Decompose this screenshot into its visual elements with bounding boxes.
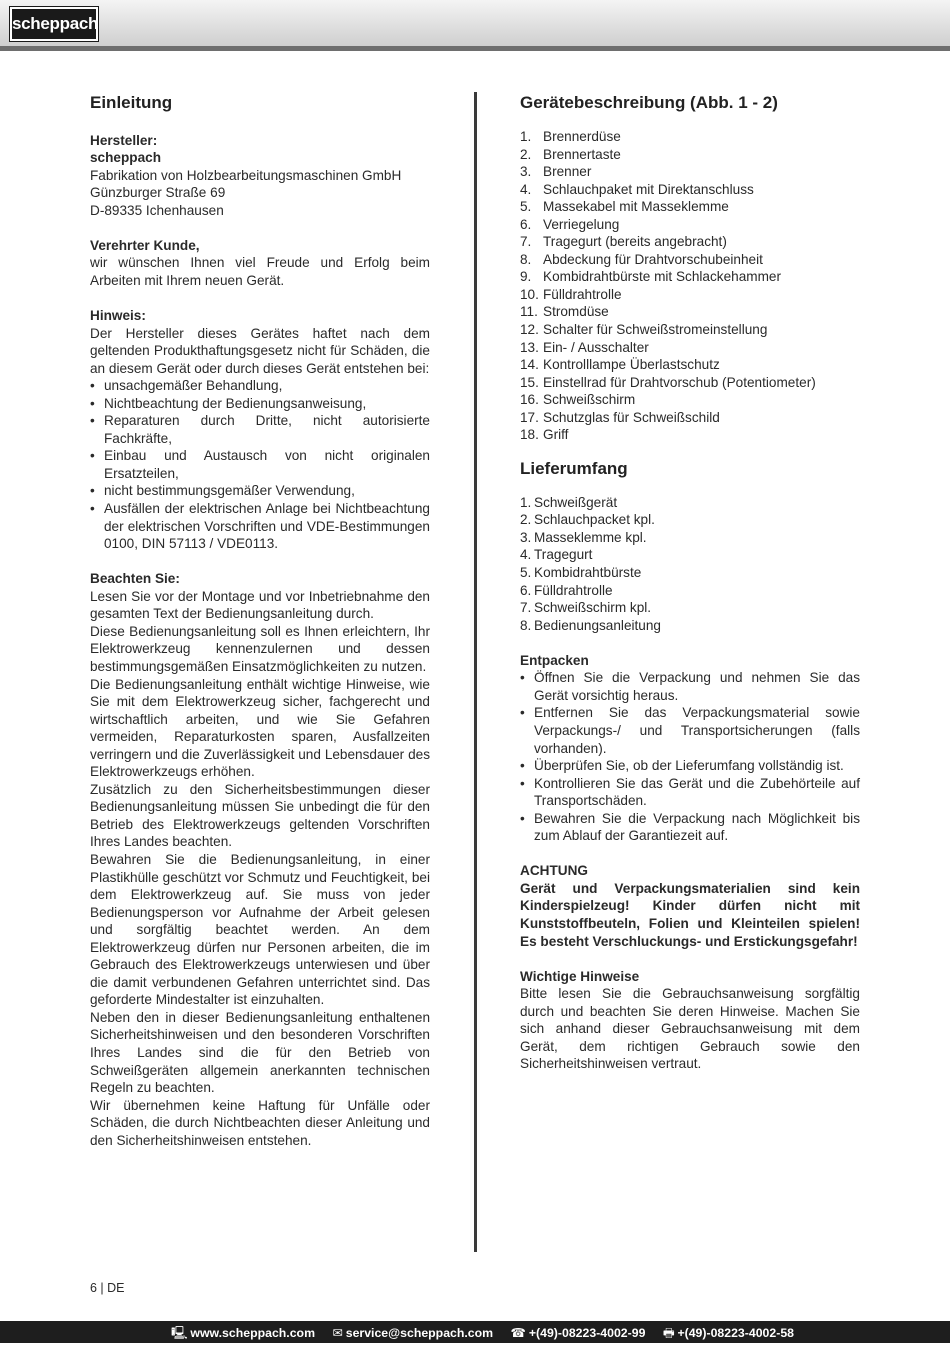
customer-label: Verehrter Kunde, <box>90 237 200 253</box>
list-item: 4. Tragegurt <box>520 547 593 563</box>
manufacturer-line: D-89335 Ichenhausen <box>90 202 224 218</box>
fax-icon: 🖶 <box>662 1326 675 1340</box>
notice-text: Der Hersteller dieses Gerätes haftet nach dem geltenden Produkthaftungsgesetz nicht für Schäden, die an diesem Gerät oder durch dieses Gerät entstehen bei: <box>90 325 430 376</box>
list-item: 3. Masseklemme kpl. <box>520 529 647 545</box>
list-item: 11. Stromdüse <box>520 304 609 320</box>
list-item: 7. Tragegurt (bereits angebracht) <box>520 234 727 250</box>
footer-fax: 🖶 +(49)-08223-4002-58 <box>662 1326 794 1340</box>
list-item: 15. Einstellrad für Drahtvorschub (Potentiometer) <box>520 374 816 390</box>
important-text: Bitte lesen Sie die Gebrauchsanweisung sorgfältig durch und beachten Sie deren Hinweise. Machen Sie sich anhand dieser Gebrauchsanweisung mit dem Gerät, dem richtigen Gebrauch sowie den Sicherheitshinweisen vertraut. <box>520 986 860 1072</box>
warning-label: ACHTUNG <box>520 863 588 879</box>
list-item: 6. Fülldrahtrolle <box>520 582 613 598</box>
section-title-einleitung: Einleitung <box>90 93 173 112</box>
mail-icon: ✉ <box>332 1326 343 1340</box>
description-list <box>520 128 860 444</box>
list-item: • nicht bestimmungsgemäßer Verwendung, <box>90 482 430 500</box>
footer-email[interactable]: ✉ service@scheppach.com <box>332 1326 494 1340</box>
list-item: 10. Fülldrahtrolle <box>520 286 622 302</box>
page-header <box>0 0 950 46</box>
list-item: • unsachgemäßer Behandlung, <box>90 377 430 395</box>
right-column <box>520 92 860 1073</box>
observe-paragraph: Wir übernehmen keine Haftung für Unfälle oder Schäden, die durch Nichtbeachten dieser Anleitung und den Sicherheitshinweisen entstehen. <box>90 1097 430 1148</box>
page-footer <box>0 1321 950 1343</box>
list-item: 9. Kombidrahtbürste mit Schlackehammer <box>520 269 781 285</box>
notice-list <box>90 377 430 552</box>
notice-label: Hinweis: <box>90 308 146 324</box>
phone-icon: ☎ <box>510 1326 526 1340</box>
manufacturer-label: Hersteller: <box>90 132 158 148</box>
list-item: • Kontrollieren Sie das Gerät und die Zubehörteile auf Transportschäden. <box>520 775 860 810</box>
column-divider <box>474 92 477 1252</box>
list-item: 17. Schutzglas für Schweißschild <box>520 409 720 425</box>
list-item: 2. Schlauchpacket kpl. <box>520 512 655 528</box>
list-item: 2. Brennertaste <box>520 146 621 162</box>
observe-paragraph: Diese Bedienungsanleitung soll es Ihnen erleichtern, Ihr Elektrowerkzeug kennenzulernen und dessen bestimmungsgemäßen Einsatzmöglichkeiten zu nutzen. <box>90 623 430 674</box>
list-item: • Ausfällen der elektrischen Anlage bei Nichtbeachtung der elektrischen Vorschriften und VDE-Bestimmungen 0100, DIN 57113 / VDE0113. <box>90 500 430 553</box>
list-item: 12. Schalter für Schweißstromeinstellung <box>520 322 768 338</box>
customer-text: wir wünschen Ihnen viel Freude und Erfolg beim Arbeiten mit Ihrem neuen Gerät. <box>90 255 430 288</box>
list-item: • Einbau und Austausch von nicht originalen Ersatzteilen, <box>90 447 430 482</box>
observe-paragraph: Bewahren Sie die Bedienungsanleitung, in einer Plastikhülle geschützt vor Schmutz und Feuchtigkeit, bei dem Elektrowerkzeug auf. Sie muss von jeder Bedienungsperson vor Aufnahme der Arbeit gelesen und sorgfältig beachtet werden. An dem Elektrowerkzeug dürfen nur Personen arbeiten, die im Gebrauch des Elektrowerkzeugs unterwiesen und über die damit verbundenen Gefahren unterrichtet sind. Das geforderte Mindestalter ist einzuhalten. <box>90 851 430 1008</box>
list-item: • Bewahren Sie die Verpackung nach Möglichkeit bis zum Ablauf der Garantiezeit auf. <box>520 810 860 845</box>
unpacking-label: Entpacken <box>520 652 589 668</box>
list-item: 6. Verriegelung <box>520 216 620 232</box>
observe-paragraph: Neben den in dieser Bedienungsanleitung enthaltenen Sicherheitshinweisen und den besonderen Vorschriften Ihres Landes sind die für den Betrieb von Schweißgeräten allgemein anerkannten technischen Regeln zu beachten. <box>90 1009 430 1096</box>
list-item: 1. Brennerdüse <box>520 129 621 144</box>
list-item: • Öffnen Sie die Verpackung und nehmen Sie das Gerät vorsichtig heraus. <box>520 669 860 704</box>
footer-website[interactable]: 🖳 www.scheppach.com <box>171 1326 316 1340</box>
list-item: 5. Kombidrahtbürste <box>520 565 642 581</box>
observe-paragraph: Die Bedienungsanleitung enthält wichtige Hinweise, wie Sie mit dem Elektrowerkzeug sicher, fachgerecht und wirtschaftlich arbeiten, und wie Sie Gefahren vermeiden, Reparaturkosten sparen, Ausfallzeiten verringern und die Zuverlässigkeit und Lebensdauer des Elektrowerkzeugs erhöhen. <box>90 676 430 780</box>
computer-icon: 🖳 <box>171 1326 188 1340</box>
page-number: 6 | DE <box>90 1281 125 1295</box>
warning-text: Gerät und Verpackungsmaterialien sind kein Kinderspielzeug! Kinder dürfen nicht mit Kunststoffbeuteln, Folien und Kleinteilen spielen! Es besteht Verschluckungs- und Erstickungsgefahr! <box>520 880 860 949</box>
manufacturer-line: Günzburger Straße 69 <box>90 185 226 201</box>
important-label: Wichtige Hinweise <box>520 968 640 984</box>
section-title-description: Gerätebeschreibung (Abb. 1 - 2) <box>520 93 778 112</box>
section-title-delivery: Lieferumfang <box>520 458 628 478</box>
observe-paragraph: Zusätzlich zu den Sicherheitsbestimmungen dieser Bedienungsanleitung müssen Sie unbedingt die für den Betrieb des Elektrowerkzeugs geltenden Vorschriften Ihres Landes beachten. <box>90 781 430 850</box>
list-item: 13. Ein- / Ausschalter <box>520 339 649 355</box>
list-item: 7. Schweißschirm kpl. <box>520 600 652 616</box>
list-item: 8. Bedienungsanleitung <box>520 617 661 633</box>
manufacturer-line: Fabrikation von Holzbearbeitungsmaschinen GmbH <box>90 167 402 183</box>
header-divider <box>0 46 950 51</box>
scheppach-logo: scheppach <box>10 7 98 41</box>
footer-phone: ☎ +(49)-08223-4002-99 <box>510 1326 646 1340</box>
list-item: 16. Schweißschirm <box>520 392 636 408</box>
list-item: 5. Massekabel mit Masseklemme <box>520 199 729 215</box>
list-item: • Überprüfen Sie, ob der Lieferumfang vollständig ist. <box>520 757 860 775</box>
list-item: • Entfernen Sie das Verpackungsmaterial sowie Verpackungs-/ und Transportsicherungen (falls vorhanden). <box>520 704 860 757</box>
manufacturer-name: scheppach <box>90 150 162 166</box>
list-item: 4. Schlauchpaket mit Direktanschluss <box>520 181 754 197</box>
list-item: 1. Schweißgerät <box>520 494 618 510</box>
delivery-list <box>520 494 860 634</box>
left-column <box>90 92 430 1149</box>
list-item: 3. Brenner <box>520 164 592 180</box>
list-item: 18. Griff <box>520 427 569 443</box>
list-item: • Nichtbeachtung der Bedienungsanweisung, <box>90 395 430 413</box>
observe-label: Beachten Sie: <box>90 571 180 587</box>
list-item: 8. Abdeckung für Drahtvorschubeinheit <box>520 251 763 267</box>
list-item: 14. Kontrolllampe Überlastschutz <box>520 357 720 373</box>
observe-paragraph: Lesen Sie vor der Montage und vor Inbetriebnahme den gesamten Text der Bedienungsanleitung durch. <box>90 588 430 622</box>
list-item: • Reparaturen durch Dritte, nicht autorisierte Fachkräfte, <box>90 412 430 447</box>
unpacking-list <box>520 669 860 844</box>
